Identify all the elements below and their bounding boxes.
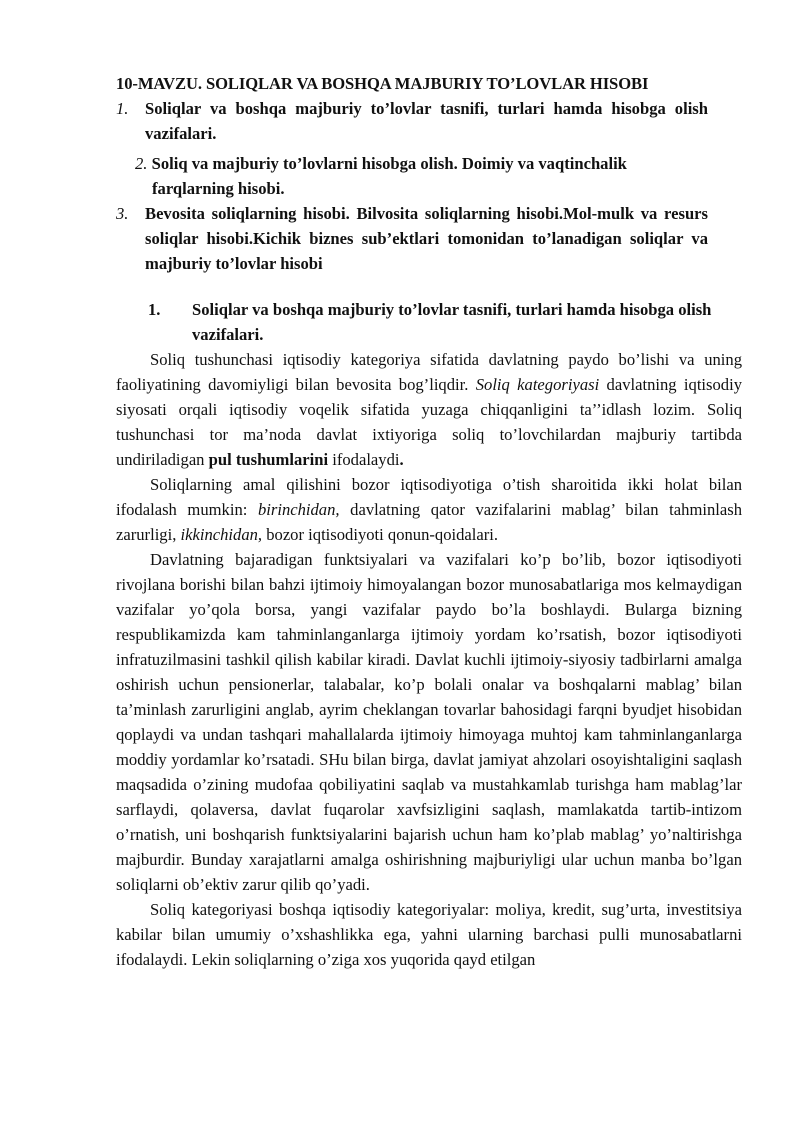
paragraph-1 bbox=[116, 347, 742, 472]
toc-number: 2. bbox=[135, 154, 148, 173]
text-run: davlatning qator vazifalarini mablag’ bilan tahminlash zarurligi, bbox=[116, 500, 742, 544]
document-title: 10-MAVZU. SOLIQLAR VA BOSHQA MAJBURIY TO’LOVLAR HISOBI bbox=[116, 74, 649, 93]
toc-text bbox=[116, 151, 706, 176]
toc-text-first-line: Soliq va majburiy to’lovlarni hisobga olish. Doimiy va vaqtinchalik bbox=[151, 154, 627, 173]
text-run: bozor iqtisodiyoti qonun-qoidalari. bbox=[262, 525, 499, 544]
body-text bbox=[116, 347, 742, 972]
bold-period: . bbox=[399, 450, 404, 469]
section-title: Soliqlar va boshqa majburiy to’lovlar tasnifi, turlari hamda hisobga olish vazifalari. bbox=[192, 300, 712, 344]
italic-term: birinchidan, bbox=[257, 500, 340, 519]
section-heading bbox=[148, 297, 744, 347]
paragraph-3: Davlatning bajaradigan funktsiyalari va vazifalari ko’p bo’lib, bozor iqtisodiyoti rivojlana borishi bilan bahzi ijtimoiy himoyalangan bozor munosabatlariga mos kelmaydigan vazifalar yo’qola borsa, yangi vazifalar paydo bo’la boshlaydi. Bularga bizning respublikamizda kam tahminlanganlarga ijtimoiy yordam ko’rsatish, bozor iqtisodiyoti infratuzilmasini tashkil qilish kabilar kiradi. Davlat kuchli ijtimoiy-siyosiy tadbirlarni amalga oshirish uchun pensionerlar, talabalar, ko’p bolali onalar va boshqalarni mablag’ bilan ta’minlash zarurligini anglab, ayrim cheklangan tovarlar bahosidagi farqni byudjet hisobidan qoplaydi va undan tashqari mahallalarda ijtimoiy himoyaga muhtoj kam tahminlanganlarga moddiy yordamlar ko’rsatadi. SHu bilan birga, davlat jamiyat ahzolari osoyishtaligini saqlash maqsadida o’zining mudofaa qobiliyatini saqlab va mustahkamlab turishga ham mablag’lar sarflaydi, qolaversa, davlat fuqarolar xavfsizligini saqlash, mamlakatda tartib-intizom o’rnatish, uni boshqarish funktsiyalarini bajarish uchun ham ko’plab mablag’ yo’naltirishga majburdir. Bunday xarajatlarni amalga oshirishning majburiyligi ular uchun manba bo’lgan soliqlarni ob’ektiv zarur qilib qo’yadi. bbox=[116, 550, 742, 894]
toc-item-2 bbox=[116, 151, 742, 201]
paragraph-2 bbox=[116, 472, 742, 547]
italic-term: Soliq kategoriyasi bbox=[475, 375, 600, 394]
toc-text-continuation: farqlarning hisobi. bbox=[152, 179, 285, 198]
text-run: davlatning iqtisodiy siyosati orqali iqtisodiy voqelik sifatida yuzaga chiqqanligini ta’’idlash lozim. Soliq tushunchasi tor ma’noda davlat ixtiyoriga soliq to’lovchilardan majburiy tartibda undiriladigan bbox=[116, 375, 742, 469]
text-run: ifodalaydi bbox=[328, 450, 400, 469]
toc-text: Bevosita soliqlarning hisobi. Bilvosita soliqlarning hisobi.Mol-mulk va resurs soliqlar hisobi.Kichik biznes sub’ektlari tomonidan to’lanadigan soliqlar va majburiy to’lovlar hisobi bbox=[145, 204, 708, 273]
text-run: Soliq tushunchasi iqtisodiy kategoriya sifatida davlatning paydo bo’lishi va uning faoliyatining davomiyligi bilan bevosita bog’liqdir. bbox=[116, 350, 742, 394]
paragraph-4: Soliq kategoriyasi boshqa iqtisodiy kategoriyalar: moliya, kredit, sug’urta, investitsiya kabilar bilan umumiy o’xshashlikka ega, yahni ularning barchasi pulli munosabatlarni ifodalaydi. Lekin soliqlarning o’ziga xos yuqorida qayd etilgan bbox=[116, 900, 742, 969]
bold-term: pul tushumlarini bbox=[208, 450, 329, 469]
toc-text: Soliqlar va boshqa majburiy to’lovlar tasnifi, turlari hamda hisobga olish vazifalari. bbox=[145, 99, 708, 143]
section-number: 1. bbox=[148, 300, 161, 319]
italic-term: ikkinchidan, bbox=[180, 525, 263, 544]
toc-item-3 bbox=[116, 201, 742, 276]
toc-number: 3. bbox=[116, 204, 129, 223]
toc-item-1 bbox=[116, 96, 742, 146]
toc-number: 1. bbox=[116, 99, 129, 118]
text-run: Soliqlarning amal qilishini bozor iqtisodiyotiga o’tish sharoitida ikki holat bilan ifodalash mumkin: bbox=[116, 475, 742, 519]
